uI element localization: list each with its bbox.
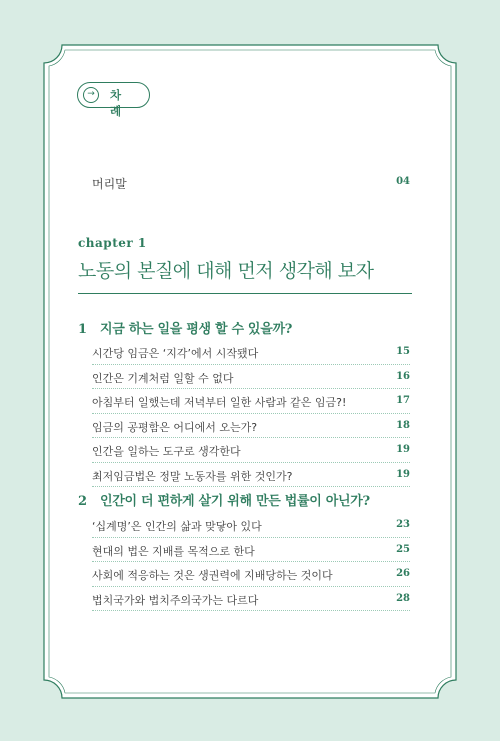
section-number: 2: [78, 494, 87, 509]
section-entries: [92, 513, 410, 611]
toc-entry[interactable]: [92, 414, 410, 439]
section-heading[interactable]: [78, 318, 292, 337]
entry-title: 사회에 적응하는 것은 생권력에 지배당하는 것이다: [92, 569, 333, 582]
entry-title: 시간당 임금은 ‘지각’에서 시작됐다: [92, 347, 259, 360]
entry-page: 28: [396, 592, 410, 604]
toc-entry[interactable]: [92, 340, 410, 365]
entry-page: 25: [396, 543, 410, 555]
section-number: 1: [78, 322, 87, 337]
entry-title: ‘십계명’은 인간의 삶과 맞닿아 있다: [92, 520, 262, 533]
entry-page: 17: [396, 395, 410, 406]
entry-page: 19: [396, 444, 410, 455]
toc-entry[interactable]: [92, 463, 410, 488]
entry-page: 26: [396, 568, 410, 579]
section-title: 인간이 더 편하게 살기 위해 만든 법률이 아닌가?: [100, 494, 370, 509]
arrow-right-icon: →: [83, 87, 99, 103]
toc-title: 차 례: [110, 88, 128, 118]
toc-entry[interactable]: [92, 513, 410, 538]
entry-page: 18: [396, 419, 410, 431]
toc-badge: [77, 82, 150, 118]
chapter-title: 노동의 본질에 대해 먼저 생각해 보자: [78, 260, 374, 282]
preface-page: 04: [396, 176, 410, 187]
chapter-divider: [78, 293, 412, 294]
entry-title: 아침부터 일했는데 저녁부터 일한 사람과 같은 임금?!: [92, 396, 347, 409]
toc-entry[interactable]: [92, 389, 410, 414]
entry-page: 16: [396, 370, 410, 382]
section-entries: [92, 340, 410, 487]
toc-entry[interactable]: [92, 587, 410, 612]
entry-page: 23: [396, 519, 410, 530]
section-heading[interactable]: [78, 490, 370, 509]
entry-title: 최저임금법은 정말 노동자를 위한 것인가?: [92, 469, 293, 483]
entry-title: 인간은 기계처럼 일할 수 없다: [92, 371, 234, 385]
toc-entry[interactable]: [92, 562, 410, 587]
entry-title: 인간을 일하는 도구로 생각한다: [92, 445, 241, 458]
entry-title: 임금의 공평함은 어디에서 오는가?: [92, 420, 258, 434]
entry-title: 현대의 법은 지배를 목적으로 한다: [92, 544, 255, 558]
preface-title: 머리말: [92, 177, 127, 191]
entry-page: 19: [396, 468, 410, 480]
preface-entry[interactable]: [92, 173, 410, 191]
entry-page: 15: [396, 346, 410, 357]
toc-entry[interactable]: [92, 538, 410, 563]
entry-title: 법치국가와 법치주의국가는 다르다: [92, 593, 259, 607]
chapter-label: chapter 1: [78, 236, 147, 250]
toc-entry[interactable]: [92, 438, 410, 463]
toc-entry[interactable]: [92, 365, 410, 390]
section-title: 지금 하는 일을 평생 할 수 있을까?: [100, 322, 293, 337]
